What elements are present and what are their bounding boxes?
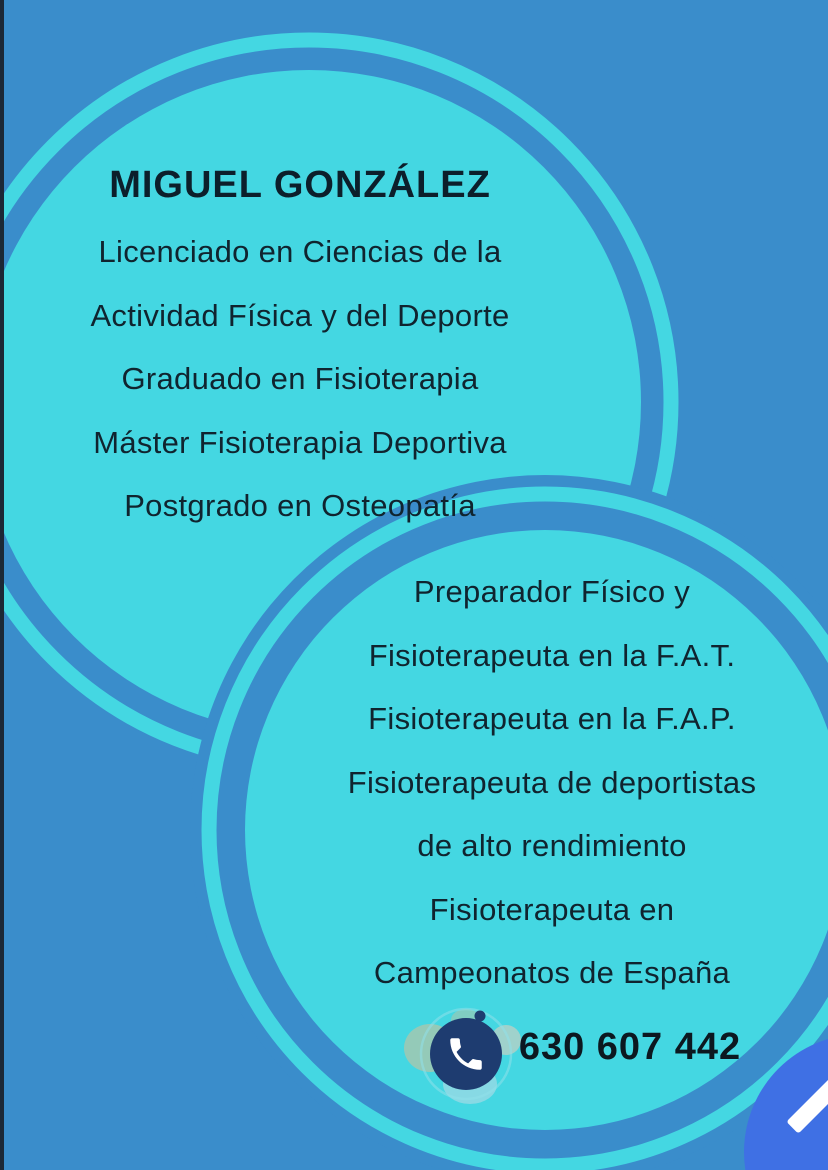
credential-line: Licenciado en Ciencias de la [98, 234, 502, 269]
credentials-bottom-block [252, 560, 828, 1005]
credential-line: Postgrado en Osteopatía [124, 488, 476, 523]
credential-line: Campeonatos de España [373, 955, 731, 990]
left-edge-strip [0, 0, 4, 1170]
credential-line: Actividad Física y del Deporte [90, 297, 510, 333]
credential-line: Fisioterapeuta en la F.A.P. [368, 701, 736, 736]
phone-number[interactable]: 630 607 442 [518, 1026, 742, 1068]
credential-line: Fisioterapeuta en la F.A.T. [368, 637, 736, 673]
credential-line: Fisioterapeuta en [429, 891, 675, 927]
credential-line: Máster Fisioterapia Deportiva [93, 424, 507, 460]
credential-line: Preparador Físico y [413, 574, 691, 609]
credential-line: de alto rendimiento [417, 828, 687, 863]
person-name: MIGUEL GONZÁLEZ [109, 164, 491, 206]
credential-line: Fisioterapeuta de deportistas [347, 764, 757, 800]
credentials-top-block [0, 150, 600, 538]
credential-line: Graduado en Fisioterapia [121, 361, 479, 396]
